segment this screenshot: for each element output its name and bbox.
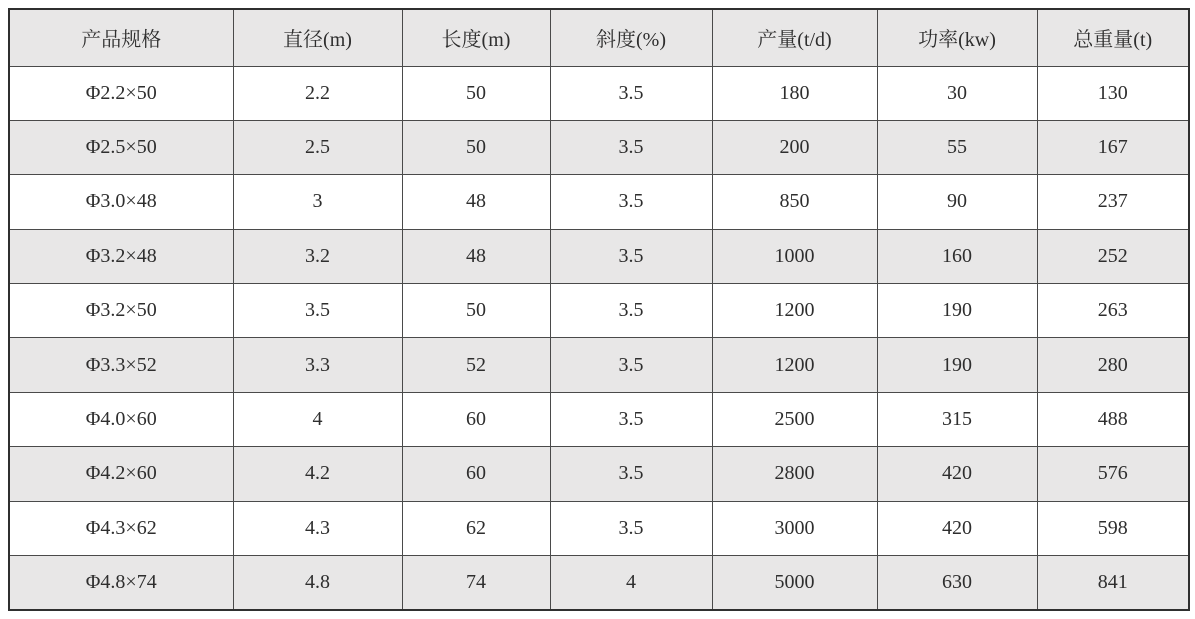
table-cell: 237 (1037, 175, 1189, 229)
column-header: 总重量(t) (1037, 9, 1189, 66)
table-cell: 48 (402, 175, 550, 229)
table-cell: 60 (402, 392, 550, 446)
table-cell: 3.5 (550, 120, 712, 174)
table-cell: 160 (877, 229, 1037, 283)
table-row (9, 175, 1189, 229)
table-cell: 190 (877, 284, 1037, 338)
table-cell: 252 (1037, 229, 1189, 283)
table-cell: 1000 (712, 229, 877, 283)
table-cell: 5000 (712, 556, 877, 610)
table-cell: 3000 (712, 501, 877, 555)
table-cell: 630 (877, 556, 1037, 610)
table-cell: 30 (877, 66, 1037, 120)
table-cell: 3.5 (550, 175, 712, 229)
table-cell: 280 (1037, 338, 1189, 392)
table-cell: 1200 (712, 284, 877, 338)
product-spec-table (8, 8, 1190, 611)
table-cell: 55 (877, 120, 1037, 174)
table-cell: 315 (877, 392, 1037, 446)
table-cell: 52 (402, 338, 550, 392)
table-row (9, 338, 1189, 392)
table-cell: Φ4.0×60 (9, 392, 233, 446)
table-cell: 3.5 (233, 284, 402, 338)
table-cell: 167 (1037, 120, 1189, 174)
table-cell: 90 (877, 175, 1037, 229)
table-cell: Φ2.2×50 (9, 66, 233, 120)
table-cell: Φ4.2×60 (9, 447, 233, 501)
table-cell: 3.5 (550, 66, 712, 120)
table-cell: Φ3.2×48 (9, 229, 233, 283)
table-cell: 50 (402, 120, 550, 174)
table-cell: 420 (877, 447, 1037, 501)
table-row (9, 556, 1189, 610)
table-cell: 2800 (712, 447, 877, 501)
table-cell: 200 (712, 120, 877, 174)
table-cell: Φ3.0×48 (9, 175, 233, 229)
column-header: 直径(m) (233, 9, 402, 66)
column-header: 功率(kw) (877, 9, 1037, 66)
table-cell: 74 (402, 556, 550, 610)
table-cell: 4 (233, 392, 402, 446)
table-cell: 60 (402, 447, 550, 501)
table-cell: 2.5 (233, 120, 402, 174)
table-cell: 50 (402, 66, 550, 120)
table-row (9, 229, 1189, 283)
table-cell: 50 (402, 284, 550, 338)
table-cell: 2500 (712, 392, 877, 446)
table-cell: 3.5 (550, 392, 712, 446)
table-cell: 1200 (712, 338, 877, 392)
table-row (9, 501, 1189, 555)
table-cell: 3.2 (233, 229, 402, 283)
table-cell: 576 (1037, 447, 1189, 501)
table-cell: 3.5 (550, 229, 712, 283)
table-cell: 598 (1037, 501, 1189, 555)
table-cell: Φ3.3×52 (9, 338, 233, 392)
table-cell: 190 (877, 338, 1037, 392)
table-cell: 4.8 (233, 556, 402, 610)
column-header: 产品规格 (9, 9, 233, 66)
table-cell: Φ4.3×62 (9, 501, 233, 555)
table-cell: 130 (1037, 66, 1189, 120)
table-cell: 2.2 (233, 66, 402, 120)
column-header: 斜度(%) (550, 9, 712, 66)
table-cell: Φ2.5×50 (9, 120, 233, 174)
table-cell: 3.3 (233, 338, 402, 392)
table-cell: 48 (402, 229, 550, 283)
table-row (9, 447, 1189, 501)
table-cell: 4.3 (233, 501, 402, 555)
table-cell: 263 (1037, 284, 1189, 338)
table-cell: Φ4.8×74 (9, 556, 233, 610)
table-row (9, 120, 1189, 174)
table-row (9, 66, 1189, 120)
table-cell: 3.5 (550, 338, 712, 392)
table-cell: 4.2 (233, 447, 402, 501)
table-cell: 4 (550, 556, 712, 610)
column-header: 长度(m) (402, 9, 550, 66)
table-cell: 3.5 (550, 501, 712, 555)
table-row (9, 392, 1189, 446)
table-cell: 180 (712, 66, 877, 120)
table-cell: 420 (877, 501, 1037, 555)
table-cell: 62 (402, 501, 550, 555)
table-cell: 841 (1037, 556, 1189, 610)
table-header-row (9, 9, 1189, 66)
column-header: 产量(t/d) (712, 9, 877, 66)
table-cell: 488 (1037, 392, 1189, 446)
table-cell: 3.5 (550, 447, 712, 501)
table-cell: 3.5 (550, 284, 712, 338)
table-cell: 850 (712, 175, 877, 229)
table-row (9, 284, 1189, 338)
table-cell: 3 (233, 175, 402, 229)
table-cell: Φ3.2×50 (9, 284, 233, 338)
